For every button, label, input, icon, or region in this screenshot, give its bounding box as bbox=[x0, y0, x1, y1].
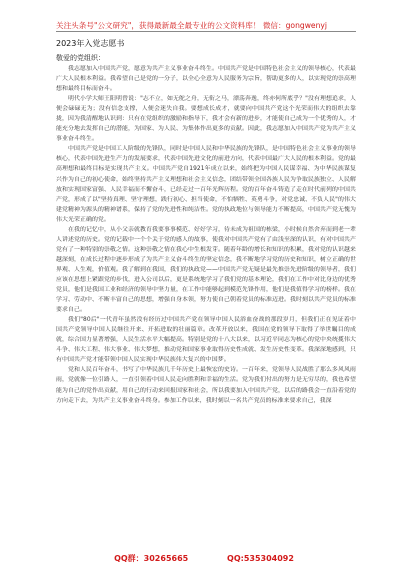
footer-qq: QQ:535304092 bbox=[227, 554, 294, 563]
paragraph: 我们"80后"一代青年虽然没有经历过中国共产党在领导中国人民浴血奋战的那段岁月，但我们正在见证着中国共产党领导中国人民继往开来、开拓进取的壮丽篇章。改革开放以来，我国在党的领导下取得了举世瞩目的成就，综合国力显著增强，人民生活水平大幅提高。特别是党的十八大以来，以习近平同志为核心的党中央统揽伟大斗争、伟大工程、伟大事业、伟大梦想，推动党和国家事业取得历史性成就、发生历史性变革。我深深地感到，只有中国共产党才能带领中国人民实现中华民族伟大复兴的中国梦。 bbox=[56, 317, 356, 364]
footer-contact bbox=[0, 553, 408, 564]
header-divider bbox=[56, 31, 356, 32]
paragraph: 我志愿加入中国共产党，愿意为共产主义事业奋斗终生。中国共产党是中国特色社会主义的领导核心，代表最广大人民根本利益。我希望自己是党的一分子，以全心全意为人民服务为宗旨，帮助更多的人，以实现党的崇高理想和最终目标而奋斗。 bbox=[56, 66, 356, 93]
salutation: 敬爱的党组织： bbox=[56, 54, 105, 62]
paragraph: 明代小学大师王阳明曾说："志不立，如无舵之舟，无衔之马，漂荡奔逸，终亦何所底乎？"没有理想追求，人便会碌碌无为；没有信念支撑，人便会迷失自我。要想成长成才，就要向中国共产党这个光荣而伟大的组织去靠拢，因为我清醒地认识到：只有在党组织的激励和指导下，我才会有新的进步，才能使自己成为一个优秀的人，才能充分地去发挥自己的潜能，为国家、为人民、为集体作出更多的贡献。因此，我志愿加入中国共产党为共产主义事业奋斗终生。 bbox=[56, 96, 356, 143]
paragraph: 在我的记忆中，从小父亲就教育我要事事模范、好好学习，待未成为祖国的栋梁，小时候自然舍弃而到老一辈人讲述党的历史。党的记载中一个个关于党的感人的故事，使我对中国共产党有了由浅至深的认识，有对中国共产党有了一种特别的崇敬之情。这种崇敬之情在我心中生根发芽。随着年龄的增长和知识的积累，我对党的认识越来越深刻，在成长过程中逐步形成了为共产主义奋斗终生的坚定信念，我不断地学习党的历史和知识，树立正确的世界观、人生观，价值观。我了解到在我国，我们的执政党——中国共产党无疑是最先推崇先进阶级的领导者，我们应该在思想上紧跟党的步伐，进入公司以后，更是系统地学习了我们党的基本理论，我们在工作中对比身边的优秀党员，他们是我国工业和经济的领导中坚力量，在工作中能够起到模范先锋作用，他们是我值得学习的榜样。我在学习、劳动中、不断丰富自己的思想，增强自身本领，努力使自己朝着党员的标准迈进。我时刻以共产党员的标准要求自己。 bbox=[56, 226, 356, 314]
paragraph: 中国共产党是中国工人阶级的先锋队，同时是中国人民和中华民族的先锋队，是中国特色社会主义事业的领导核心，代表中国先进生产力的发展要求，代表中国先进文化的前进方向，代表中国最广大人民的根本利益。党的最高理想和最终目标是实现共产主义。中国共产党自1921年成立以来，始终把为中国人民谋幸福、为中华民族谋复兴作为自己的初心使命，始终坚持共产主义理想和社会主义信念，团结带领全国各族人民为争取民族独立、人民解放和实现国家富强、人民幸福而不懈奋斗，已经走过一百年光辉历程。党的百年奋斗铸造了走在时代前列的中国共产党，形成了以"坚持真理、坚守理想，践行初心、担当使命，不怕牺牲、英勇斗争，对党忠诚、不负人民"的伟大建党精神为源头的精神谱系，保持了党的先进性和纯洁性。党的执政地位与领导能力不断提高，中国共产党无愧为伟大光荣正确的党。 bbox=[56, 146, 356, 223]
document-title: 2023年入党志愿书 bbox=[56, 39, 125, 48]
document-body bbox=[56, 38, 356, 406]
paragraph: 党和人民百年奋斗，书写了中华民族几千年历史上最恢宏的史诗。一百年来，党领导人民战胜了那么多风风雨雨，党就像一位引路人，一直引领着中国人民走向胜利和幸福的生活。党为我们付出的努力是无穷尽的，我也希望能为自己的党作出贡献，用自己的行动来回报国家和社会，所以我要加入中国共产党，以后的路我会一直沿着党的方向走下去，为共产主义事业奋斗终身。参加工作以来，我时刻以一名共产党员的标准来要求自己，我深 bbox=[56, 367, 356, 404]
header-banner: 关注头条号"公文研究"，获得最新最全最专业的公文资料库！ 微信：gongwenyj bbox=[56, 21, 328, 30]
footer-qq-group: QQ群：30265665 bbox=[114, 554, 189, 563]
